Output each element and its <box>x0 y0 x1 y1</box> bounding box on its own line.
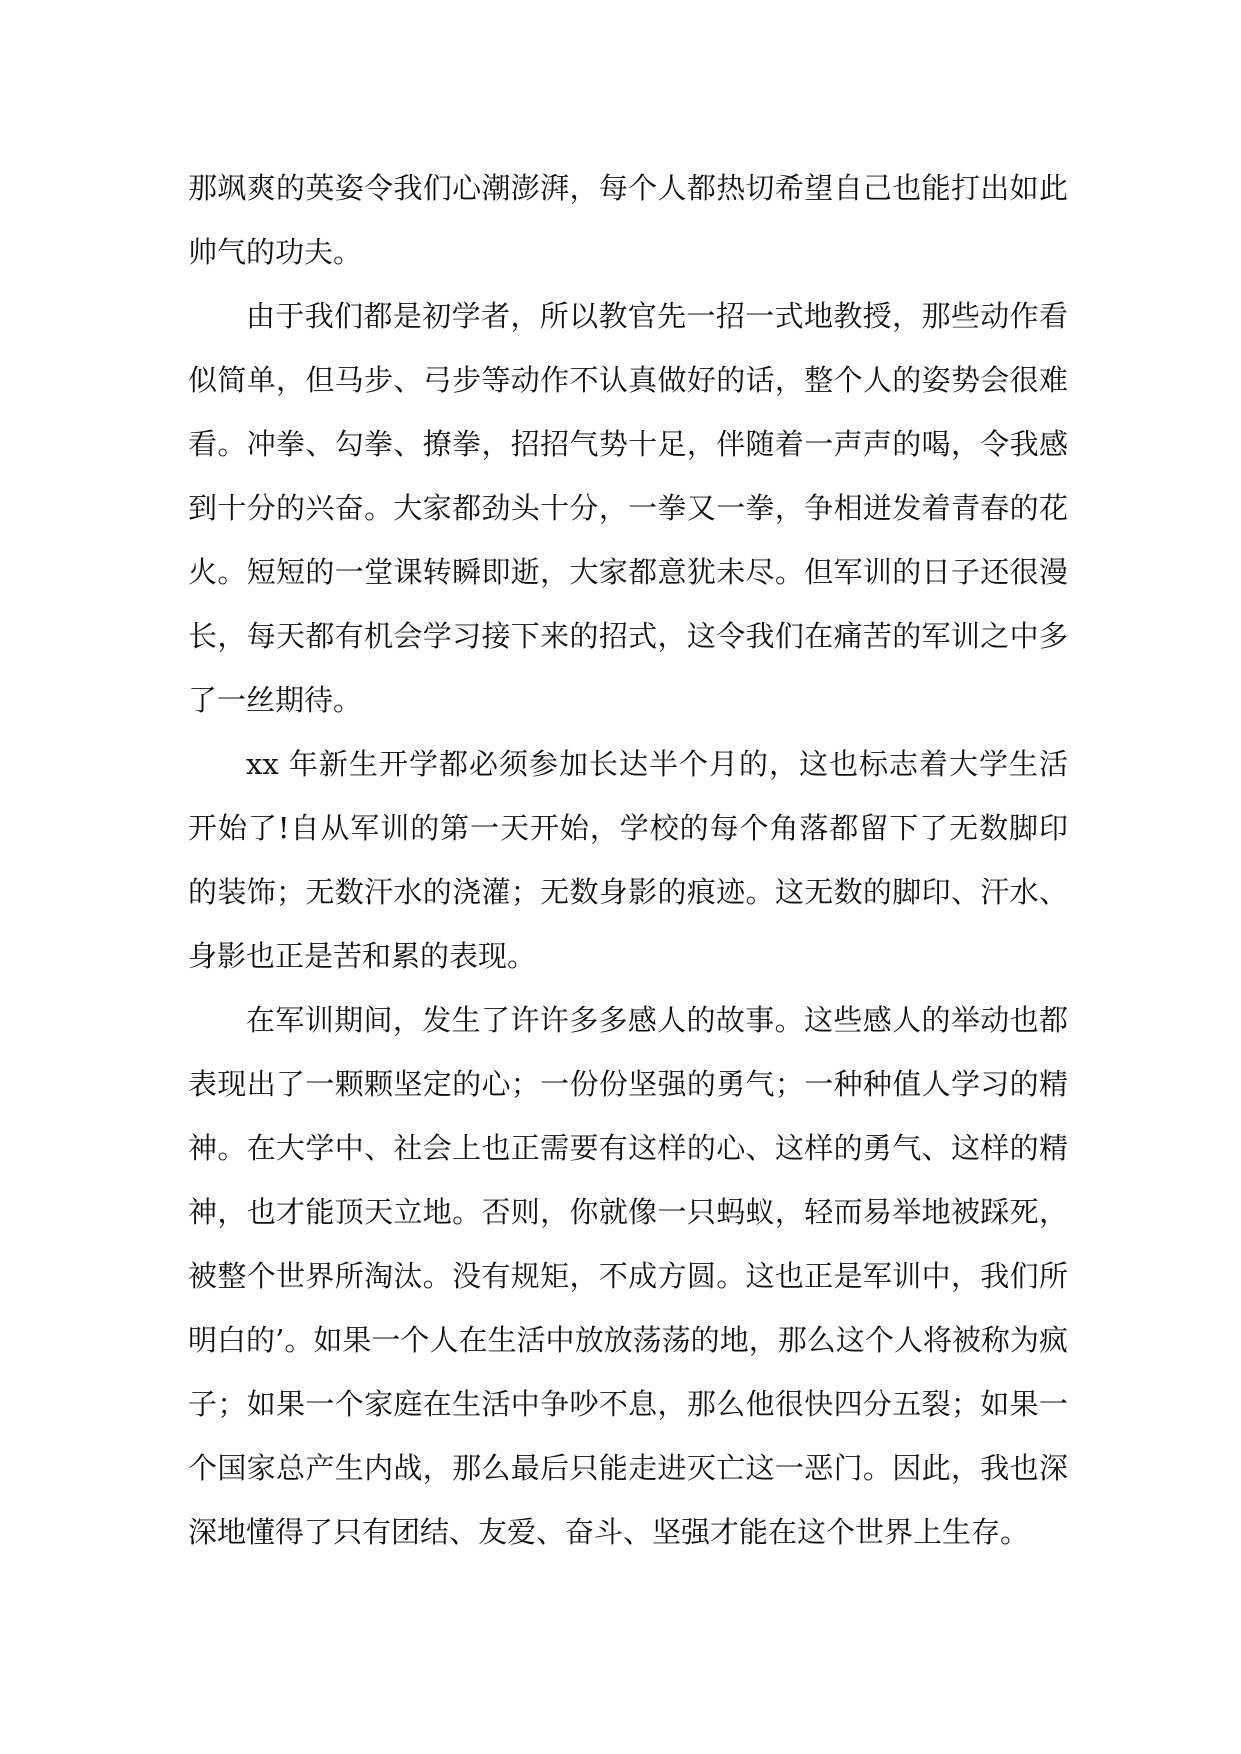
paragraph-3: xx 年新生开学都必须参加长达半个月的，这也标志着大学生活开始了!自从军训的第一天开始，学校的每个角落都留下了无数脚印的装饰；无数汗水的浇灌；无数身影的痕迹。这无数的脚印、汗水、身影也正是苦和累的表现。 <box>188 747 1068 973</box>
document-body <box>188 156 1068 1564</box>
paragraph-1: 那飒爽的英姿令我们心潮澎湃，每个人都热切希望自己也能打出如此帅气的功夫。 <box>188 171 1068 269</box>
paragraph-4: 在军训期间，发生了许许多多感人的故事。这些感人的举动也都表现出了一颗颗坚定的心；一份份坚强的勇气；一种种值人学习的精神。在大学中、社会上也正需要有这样的心、这样的勇气、这样的精神，也才能顶天立地。否则，你就像一只蚂蚁，轻而易举地被踩死，被整个世界所淘汰。没有规矩，不成方圆。这也正是军训中，我们所明白的’。如果一个人在生活中放放荡荡的地，那么这个人将被称为疯子；如果一个家庭在生活中争吵不息，那么他很快四分五裂；如果一个国家总产生内战，那么最后只能走进灭亡这一恶门。因此，我也深深地懂得了只有团结、友爱、奋斗、坚强才能在这个世界上生存。 <box>188 1003 1068 1549</box>
paragraph-2: 由于我们都是初学者，所以教官先一招一式地教授，那些动作看似简单，但马步、弓步等动作不认真做好的话，整个人的姿势会很难看。冲拳、勾拳、撩拳，招招气势十足，伴随着一声声的喝，令我感到十分的兴奋。大家都劲头十分，一拳又一拳，争相迸发着青春的花火。短短的一堂课转瞬即逝，大家都意犹未尽。但军训的日子还很漫长，每天都有机会学习接下来的招式，这令我们在痛苦的军训之中多了一丝期待。 <box>188 299 1068 717</box>
